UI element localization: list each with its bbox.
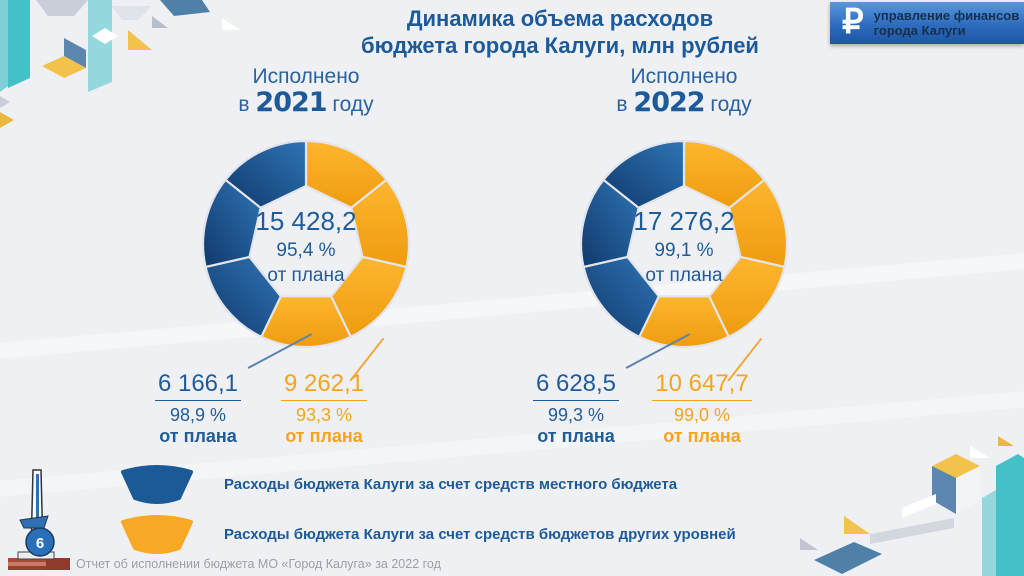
legend-item-local-budget: [118, 462, 736, 506]
heading-suffix: году: [332, 93, 374, 116]
total-percent: 99,1 %: [654, 239, 714, 261]
donut-chart-2021: [196, 134, 416, 354]
heading-prefix: в: [238, 93, 250, 116]
callout-value: 6 628,5: [533, 370, 619, 401]
callout-percent: 99,3 %: [547, 405, 605, 425]
callout-percent: 98,9 %: [169, 405, 227, 425]
page-title: [280, 5, 840, 59]
donut-chart-2022: [574, 134, 794, 354]
total-value: 17 276,2: [633, 205, 735, 236]
chart-2021-heading: [126, 64, 486, 128]
page-title-line2: бюджета города Калуги, млн рублей: [361, 33, 759, 58]
total-value: 15 428,2: [255, 205, 357, 236]
heading-line2: [126, 87, 486, 118]
page-title-line1: Динамика объема расходов: [406, 6, 714, 31]
chart-2021-callouts: [126, 370, 486, 447]
heading-suffix: году: [710, 93, 752, 116]
callout-caption: от плана: [663, 426, 741, 446]
callout-caption: от плана: [159, 426, 237, 446]
legend-item-other-budgets: [118, 512, 736, 556]
heading-prefix: в: [616, 93, 628, 116]
callout-value: 6 166,1: [155, 370, 241, 401]
charts-row: [126, 64, 864, 494]
callout-local-budget: [516, 370, 636, 447]
footer-report-title: Отчет об исполнении бюджета МО «Город Калуга» за 2022 год: [76, 557, 441, 571]
rocket-monument-icon: [6, 468, 72, 574]
rouble-icon: ₽: [842, 3, 864, 41]
total-caption: от плана: [267, 264, 345, 286]
heading-year: 2021: [255, 87, 327, 118]
logo-text-line1: управление финансов: [873, 8, 1020, 23]
total-percent: 95,4 %: [276, 239, 336, 261]
page-number: 6: [35, 535, 45, 552]
chart-2021: [126, 64, 486, 494]
callout-local-budget: [138, 370, 258, 447]
total-caption: от плана: [645, 264, 723, 286]
legend: [118, 462, 736, 562]
logo-text-line2: города Калуги: [873, 23, 966, 38]
callout-other-budgets: [642, 370, 762, 447]
legend-label: Расходы бюджета Калуги за счет средств местного бюджета: [224, 475, 678, 493]
donut-center-label: [574, 134, 794, 354]
callout-caption: от плана: [537, 426, 615, 446]
heading-line1: Исполнено: [630, 65, 738, 88]
legend-label: Расходы бюджета Калуги за счет средств бюджетов других уровней: [224, 525, 736, 543]
callout-caption: от плана: [285, 426, 363, 446]
callout-value: 10 647,7: [652, 370, 751, 401]
finance-department-logo: [830, 2, 1024, 44]
callout-percent: 93,3 %: [295, 405, 353, 425]
chart-2022: [504, 64, 864, 494]
heading-line2: [504, 87, 864, 118]
callout-value: 9 262,1: [281, 370, 367, 401]
callout-percent: 99,0 %: [673, 405, 731, 425]
heading-year: 2022: [633, 87, 705, 118]
legend-swatch-orange-icon: [118, 513, 196, 555]
legend-swatch-blue-icon: [118, 463, 196, 505]
chart-2022-callouts: [504, 370, 864, 447]
donut-center-label: [196, 134, 416, 354]
chart-2022-heading: [504, 64, 864, 128]
callout-other-budgets: [264, 370, 384, 447]
logo-text: [874, 8, 1020, 38]
heading-line1: Исполнено: [252, 65, 360, 88]
